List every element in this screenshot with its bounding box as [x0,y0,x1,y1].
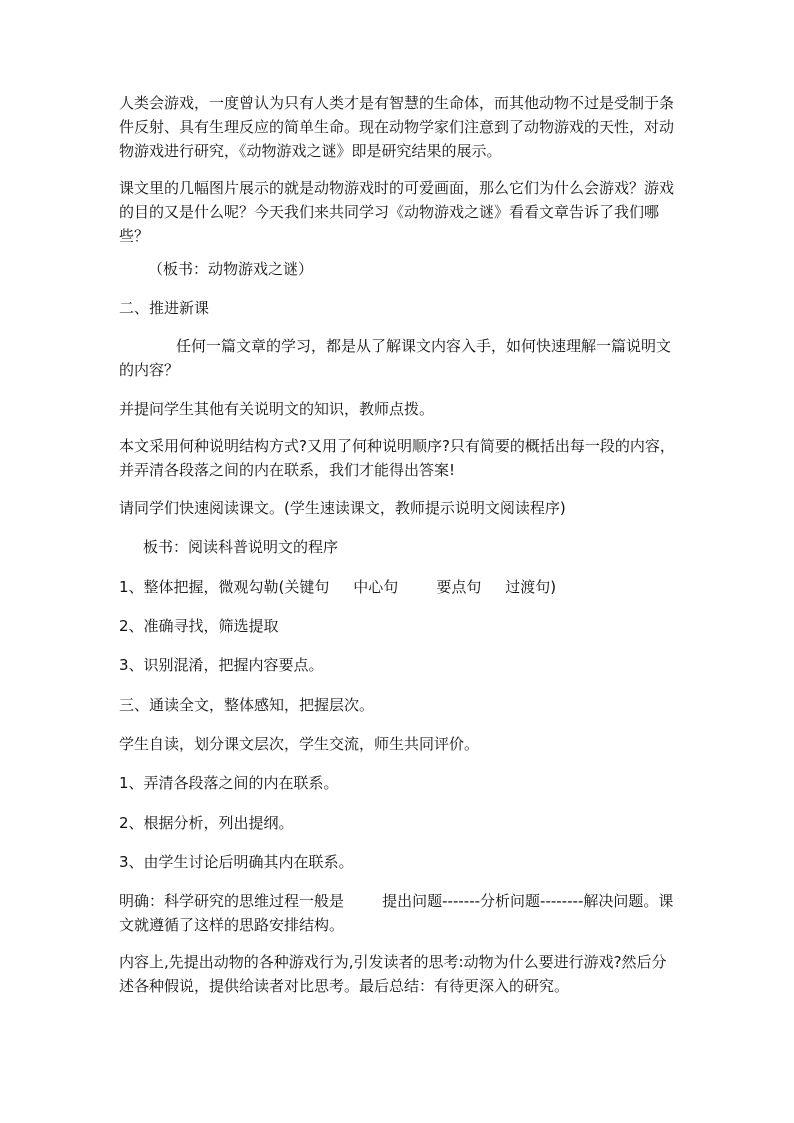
paragraph-structure: 本文采用何种说明结构方式?又用了何种说明顺序?只有简要的概括出每一段的内容，并弄清各段落之间的内在联系，我们才能得出答案! [119,437,675,479]
paragraph-content: 内容上,先提出动物的各种游戏行为,引发读者的思考:动物为什么要进行游戏?然后分述各种假说，提供给读者对比思考。最后总结：有待更深入的研究。 [119,953,667,995]
list-item-3: 3、识别混淆，把握内容要点。 [119,656,324,674]
paragraph-board-title: （板书：动物游戏之谜） [148,260,314,278]
paragraph-ask-students: 并提问学生其他有关说明文的知识，教师点拨。 [119,400,435,418]
section-heading-2: 二、推进新课 [119,299,210,317]
section-heading-3: 三、通读全文，整体感知，把握层次。 [119,696,375,714]
list-item-b1: 1、弄清各段落之间的内在联系。 [119,774,339,792]
paragraph-self-read: 学生自读，划分课文层次，学生交流，师生共同评价。 [119,735,480,753]
list-item-1: 1、整体把握，微观勾勒(关键句 中心句 要点句 过渡句) [119,578,557,596]
paragraph-clarify: 明确：科学研究的思维过程一般是 提出问题-------分析问题--------解决问题。课文就遵循了这样的思路安排结构。 [119,892,674,934]
paragraph-question: 课文里的几幅图片展示的就是动物游戏时的可爱画面，那么它们为什么会游戏？游戏的目的又是什么呢？今天我们来共同学习《动物游戏之谜》看看文章告诉了我们哪些？ [119,179,675,245]
paragraph-intro: 人类会游戏，一度曾认为只有人类才是有智慧的生命体，而其他动物不过是受制于条件反射、具有生理反应的简单生命。现在动物学家们注意到了动物游戏的天性，对动物游戏进行研究，《动物游戏之谜》即是研究结果的展示。 [119,94,675,160]
list-item-b2: 2、根据分析，列出提纲。 [119,814,294,832]
paragraph-board-reading: 板书：阅读科普说明文的程序 [143,538,339,556]
list-item-2: 2、准确寻找，筛选提取 [119,617,279,635]
paragraph-quick-read: 请同学们快速阅读课文。(学生速读课文，教师提示说明文阅读程序) [119,499,566,517]
list-item-b3: 3、由学生讨论后明确其内在联系。 [119,853,354,871]
paragraph-understanding: 任何一篇文章的学习，都是从了解课文内容入手，如何快速理解一篇说明文的内容？ [119,337,672,379]
